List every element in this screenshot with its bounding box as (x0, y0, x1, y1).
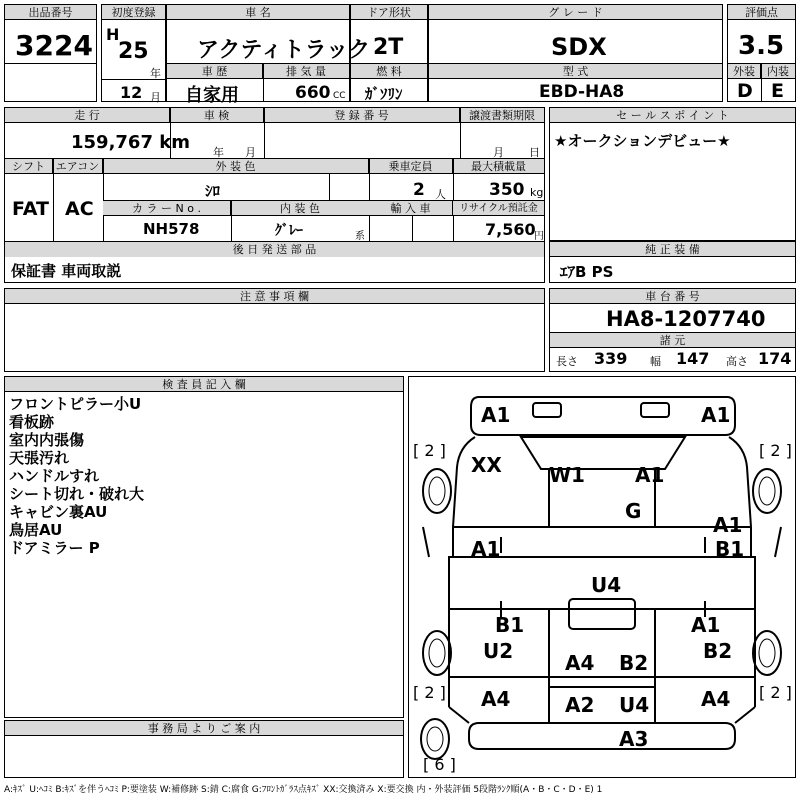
inspector-label: 検 査 員 記 入 欄 (5, 377, 403, 392)
inspector-line: キャビン裏AU (9, 503, 108, 521)
inspector-line: フロントピラー小U (9, 395, 142, 413)
grade: SDX (551, 33, 607, 61)
damage-mark: U4 (591, 573, 622, 597)
exterior-label: 外装 (728, 64, 761, 79)
office-label: 事 務 局 よ り ご 案 内 (5, 721, 403, 736)
ac: AC (65, 198, 94, 220)
damage-mark: A4 (701, 687, 731, 711)
import-label: 輸 入 車 (369, 201, 453, 216)
damage-mark: A1 (691, 613, 721, 637)
score-cell (727, 4, 796, 102)
lot-number: 3224 (15, 29, 93, 62)
later-parts-cell (4, 256, 545, 283)
inspector-line: ドアミラー P (9, 539, 100, 557)
damage-mark: XX (471, 453, 502, 477)
damage-mark: B2 (619, 651, 649, 675)
grade-cell (428, 4, 723, 102)
lot-number-cell (4, 4, 97, 102)
capacity-label: 乗車定員 (369, 159, 453, 174)
sales-point: ★オークションデビュー★ (554, 132, 731, 150)
ext-color: ｼﾛ (205, 182, 221, 200)
genuine-equip-label: 純 正 装 備 (550, 242, 795, 257)
shift: FAT (12, 198, 49, 220)
sales-point-label: セ ー ル ス ポ イ ン ト (550, 108, 795, 123)
later-parts: 保証書 車両取説 (11, 262, 122, 280)
damage-mark: A2 (565, 693, 595, 717)
model: EBD-HA8 (539, 82, 625, 102)
inspector-line: シート切れ・破れ大 (9, 485, 145, 503)
tire-mark: [ 6 ] (423, 755, 456, 774)
max-load-label: 最大積載量 (453, 159, 544, 174)
exterior-grade: D (737, 80, 753, 102)
car-name-label: 車 名 (167, 5, 349, 20)
history-label: 車 歴 (167, 64, 263, 79)
damage-mark: A3 (619, 727, 649, 751)
inspector-line: 鳥居AU (9, 521, 63, 539)
door-cell (350, 4, 428, 102)
legend: A:ｷｽﾞ U:ﾍｺﾐ B:ｷｽﾞを伴うﾍｺﾐ P:要塗装 W:補修跡 S:錆 C:腐食 G:ﾌﾛﾝﾄｶﾞﾗｽ点ｷｽﾞ XX:交換済み X:要交換 内・外装評価 5段階ﾗﾝｸ順(A・B・C・D・E) 1 (4, 785, 603, 795)
tire-mark: [ 2 ] (413, 683, 446, 702)
tire-mark: [ 2 ] (759, 441, 792, 460)
interior-grade: E (771, 80, 784, 102)
inspection-label: 車 検 (170, 108, 264, 123)
inspector-cell (4, 376, 404, 718)
door-label: ドア形状 (351, 5, 427, 20)
damage-mark: G (625, 499, 642, 523)
notes-label: 注 意 事 項 欄 (5, 289, 544, 304)
interior-label: 内装 (761, 64, 795, 79)
mileage-label: 走 行 (5, 108, 170, 123)
length: 339 (594, 349, 628, 368)
notes-cell (4, 288, 545, 372)
transfer-label: 譲渡書類期限 (460, 108, 544, 123)
recycle-label: リサイクル預託金 (453, 201, 544, 216)
reg-number-label: 登 録 番 号 (264, 108, 460, 123)
width: 147 (676, 349, 710, 368)
tire-mark: [ 2 ] (413, 441, 446, 460)
color-no-label: カ ラ ー N o . (103, 201, 231, 216)
height: 174 (758, 349, 792, 368)
score: 3.5 (738, 31, 785, 61)
damage-mark: A4 (481, 687, 511, 711)
history: 自家用 (185, 85, 239, 106)
ext-color-label: 外 装 色 (103, 159, 369, 174)
office-cell (4, 720, 404, 778)
inspector-line: 天張汚れ (9, 449, 70, 467)
damage-mark: U2 (483, 639, 514, 663)
inspector-line: 看板跡 (9, 413, 55, 431)
car-name-cell: 車 名 アクティトラック 車 歴 排 気 量 自家用 660 CC (166, 4, 350, 102)
car-name: アクティトラック (197, 38, 371, 63)
sales-point-cell (549, 107, 796, 241)
mileage: 159,767 km (71, 132, 190, 153)
damage-mark: W1 (549, 463, 585, 487)
damage-mark: A1 (481, 403, 511, 427)
first-reg-label: 初度登録 (102, 5, 165, 20)
max-load: 350 (489, 180, 525, 200)
ac-label: エアコン (53, 159, 103, 174)
displacement-label: 排 気 量 (263, 64, 349, 79)
damage-mark: A1 (701, 403, 731, 427)
reg-month: 12 (120, 83, 143, 102)
damage-mark: B1 (495, 613, 525, 637)
era: H (106, 25, 120, 44)
damage-mark: A1 (471, 537, 501, 561)
grade-label: グ レ ー ド (429, 5, 722, 20)
shift-label: シフト (5, 159, 53, 174)
damage-mark: B1 (715, 537, 745, 561)
spec-label: 諸 元 (550, 333, 795, 348)
chassis-cell: 車 台 番 号 HA8-1207740 諸 元 長さ 339 幅 147 高さ 174 (549, 288, 796, 372)
later-parts-label: 後 日 発 送 部 品 (5, 242, 544, 257)
int-color: ｸﾞﾚｰ (275, 223, 303, 239)
genuine-equip: ｴｱB PS (560, 263, 614, 281)
fuel: ｶﾞｿﾘﾝ (365, 85, 403, 103)
int-color-label: 内 装 色 (231, 201, 369, 216)
vehicle-diagram (408, 376, 796, 778)
damage-mark: B2 (703, 639, 733, 663)
first-reg-cell: 初度登録 H 25 年 12 月 (101, 4, 166, 102)
chassis-number: HA8-1207740 (606, 307, 766, 331)
fuel-label: 燃 料 (351, 64, 427, 79)
displacement: 660 (295, 83, 331, 103)
capacity: 2 (413, 180, 425, 200)
model-label: 型 式 (429, 64, 722, 79)
damage-mark: A4 (565, 651, 595, 675)
damage-mark: U4 (619, 693, 650, 717)
damage-mark: A1 (635, 463, 665, 487)
vehicle-info-block: 走 行 車 検 登 録 番 号 譲渡書類期限 159,767 km 年 月 月 日 シフト エアコン 外 装 色 乗車定員 最大積載量 FAT AC ｼﾛ 2 人 350 kg カ ラ ー N o . 内 装 色 輸 入 車 リサイクル預託金 NH578 ｸﾞﾚｰ 系 7,560 円 後 日 発 送 部 品 (4, 107, 545, 257)
chassis-label: 車 台 番 号 (550, 289, 795, 304)
lot-number-label: 出品番号 (5, 5, 96, 20)
door: 2T (373, 35, 404, 60)
genuine-equip-cell (549, 241, 796, 283)
color-no: NH578 (143, 220, 200, 238)
tire-mark: [ 2 ] (759, 683, 792, 702)
inspector-notes (9, 395, 144, 557)
recycle: 7,560 (485, 220, 536, 239)
reg-year: 25 (118, 39, 149, 64)
inspector-line: 室内内張傷 (9, 431, 85, 449)
inspector-line: ハンドルすれ (9, 467, 100, 485)
score-label: 評価点 (728, 5, 795, 20)
damage-mark: A1 (713, 513, 743, 537)
